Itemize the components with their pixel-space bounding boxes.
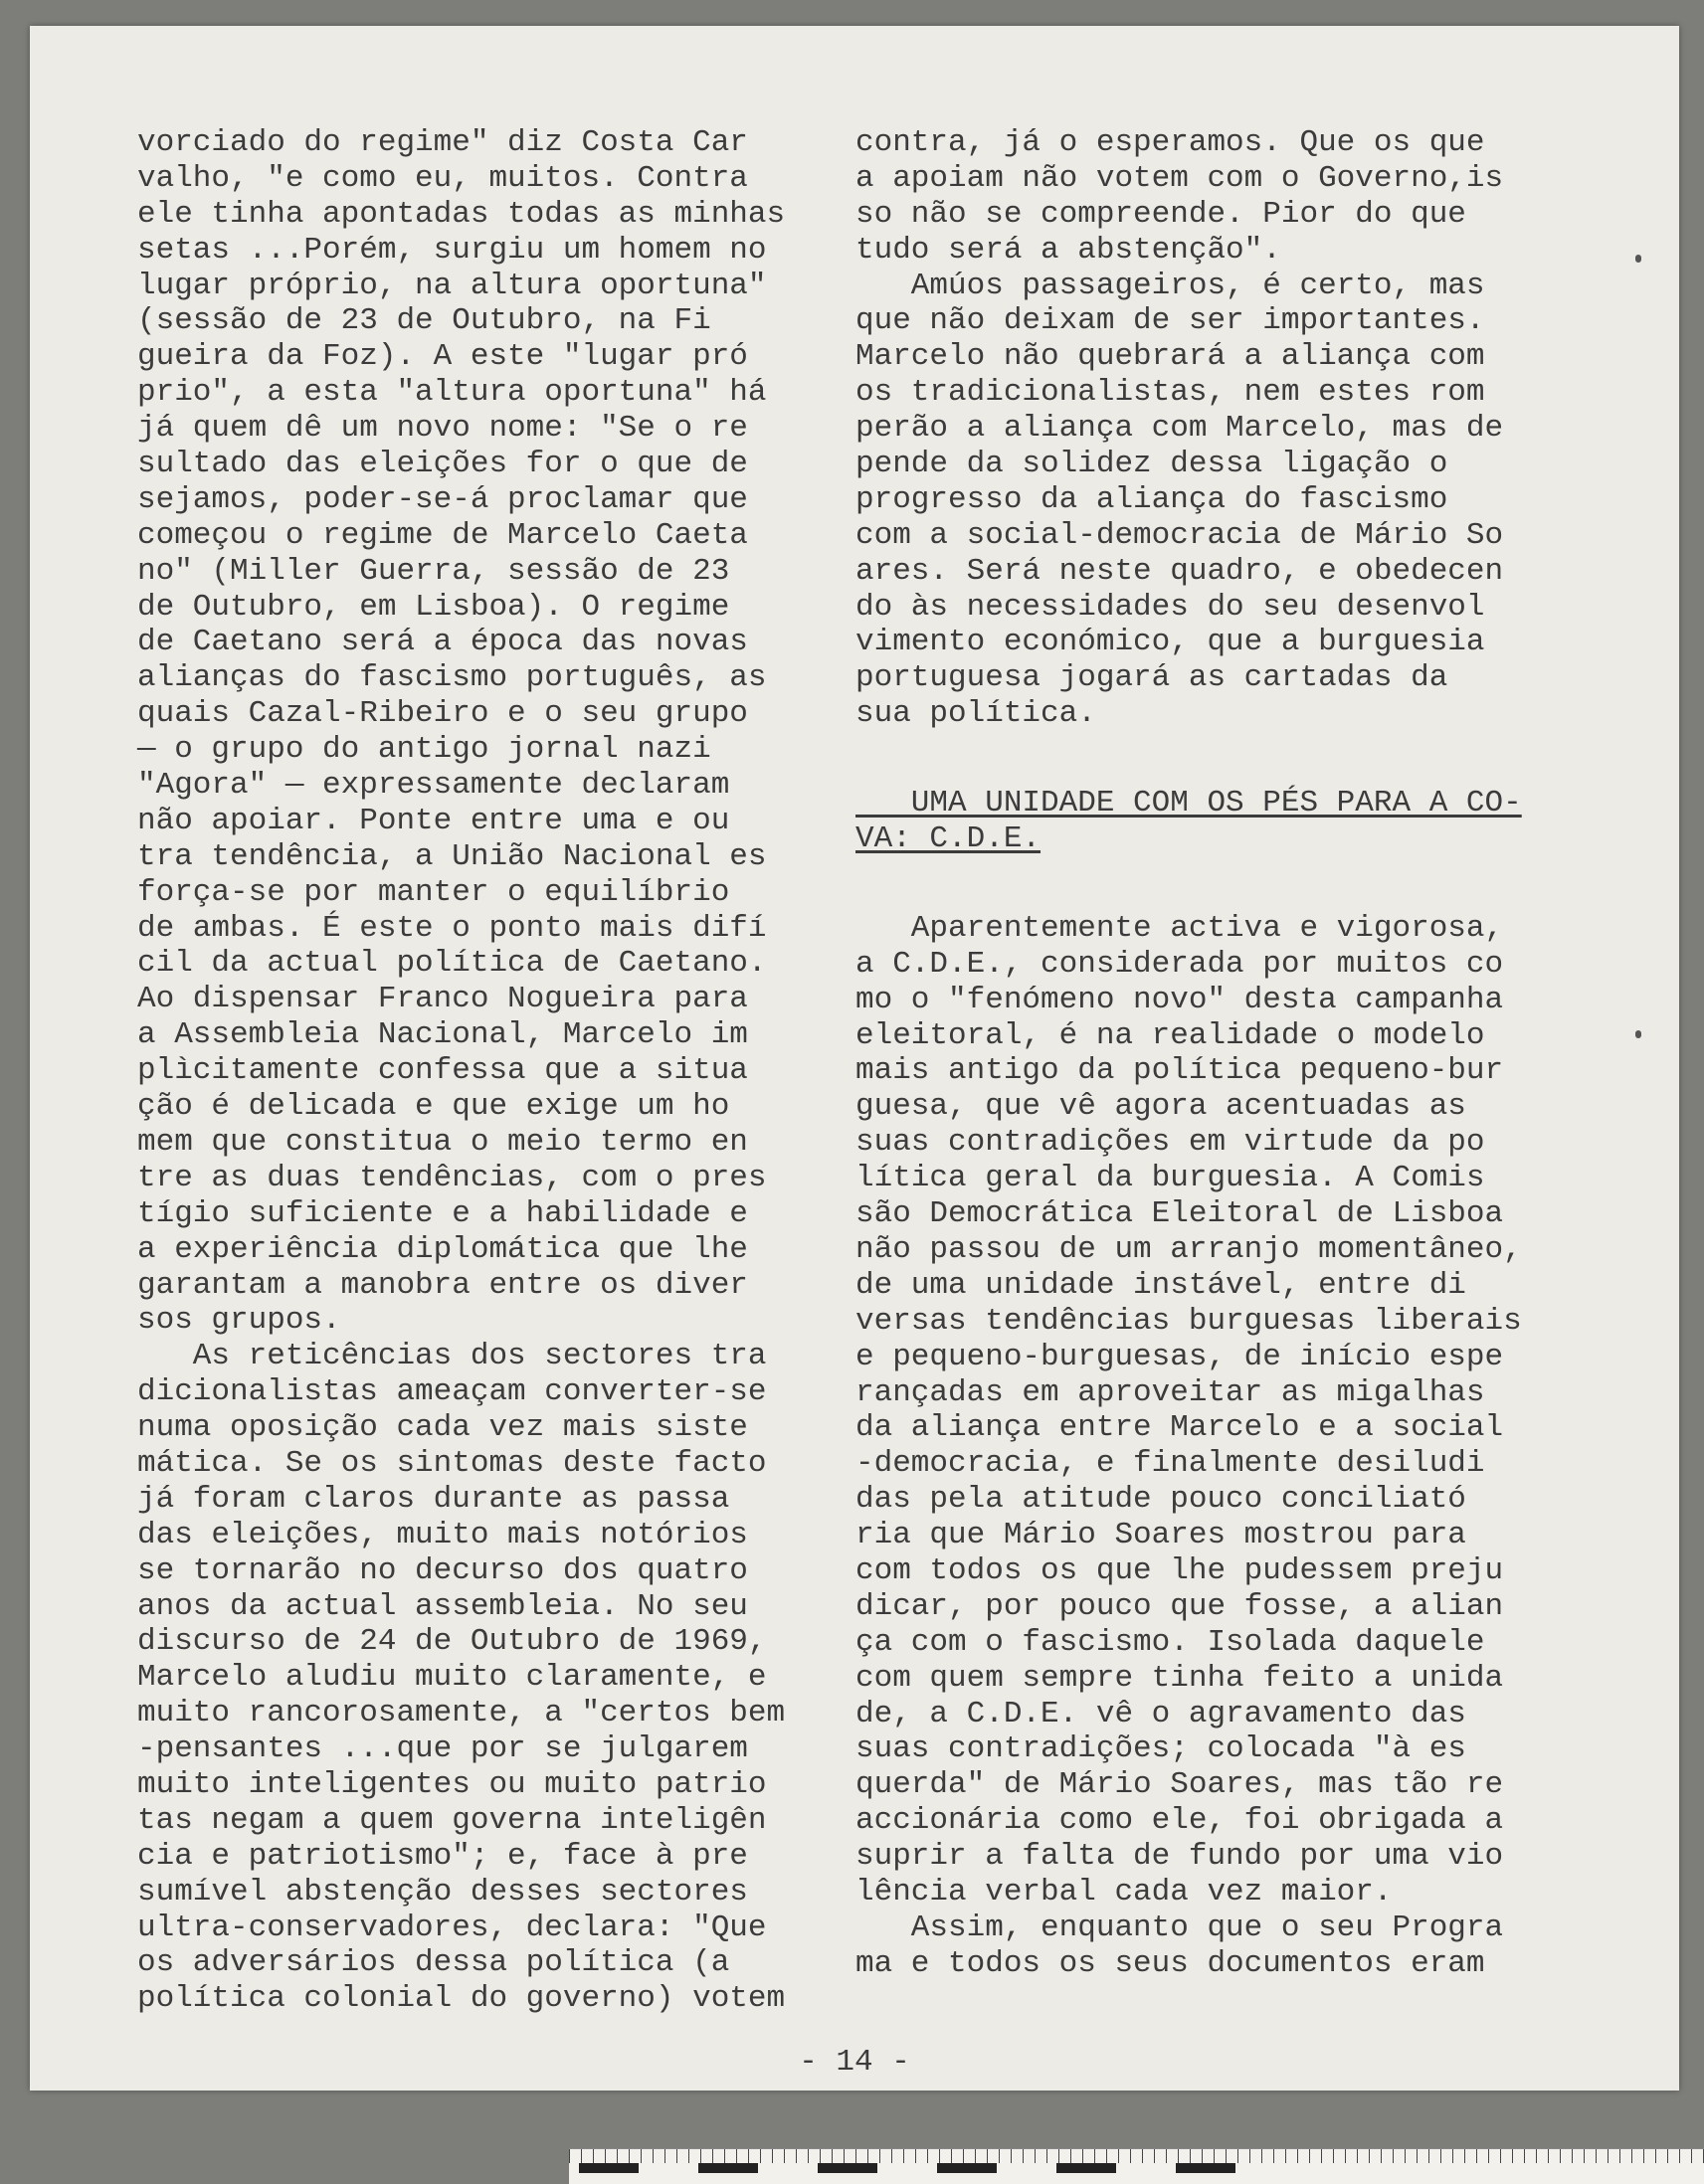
text-line: (sessão de 23 de Outubro, na Fi (137, 303, 711, 339)
text-line: numa oposição cada vez mais siste (137, 1410, 748, 1446)
text-line: valho, "e como eu, muitos. Contra (137, 160, 748, 196)
text-line: já foram claros durante as passa (137, 1481, 730, 1517)
text-line: mática. Se os sintomas deste facto (137, 1445, 767, 1481)
text-line: mo o "fenómeno novo" desta campanha (855, 982, 1504, 1017)
text-line: sos grupos. (137, 1303, 341, 1339)
text-line: contra, já o esperamos. Que os que (855, 125, 1485, 160)
text-line: lugar próprio, na altura oportuna" (137, 268, 767, 303)
right-column-top-text (855, 125, 1641, 732)
text-line: com quem sempre tinha feito a unida (855, 1660, 1504, 1696)
text-line: os adversários dessa política (a (137, 1945, 730, 1981)
text-line: Ao dispensar Franco Nogueira para (137, 982, 748, 1017)
text-line: política colonial do governo) votem (137, 1981, 786, 2017)
text-line: de ambas. É este o ponto mais difí (137, 910, 767, 946)
text-line: cia e patriotismo"; e, face à pre (137, 1838, 748, 1874)
text-line: lência verbal cada vez maior. (855, 1874, 1393, 1910)
text-line: vorciado do regime" diz Costa Car (137, 125, 748, 160)
text-line: suas contradições em virtude da po (855, 1125, 1485, 1161)
text-line: das eleições, muito mais notórios (137, 1517, 748, 1552)
text-line: com todos os que lhe pudessem preju (855, 1552, 1504, 1588)
text-line: se tornarão no decurso dos quatro (137, 1552, 748, 1588)
text-line: com a social-democracia de Mário So (855, 517, 1504, 553)
text-line: ção é delicada e que exige um ho (137, 1089, 730, 1125)
text-line: suprir a falta de fundo por uma vio (855, 1839, 1504, 1875)
margin-mark (1635, 255, 1641, 263)
text-line: — o grupo do antigo jornal nazi (137, 732, 711, 768)
text-line: no" (Miller Guerra, sessão de 23 (137, 553, 730, 589)
text-line: Assim, enquanto que o seu Progra (855, 1910, 1504, 1945)
page-number: - 14 - (799, 2045, 910, 2080)
text-line: ria que Mário Soares mostrou para (855, 1518, 1466, 1553)
text-line: são Democrática Eleitoral de Lisboa (855, 1196, 1504, 1232)
text-line: plìcitamente confessa que a situa (137, 1053, 748, 1089)
text-line: pende da solidez dessa ligação o (855, 447, 1448, 482)
text-line: "Agora" — expressamente declaram (137, 768, 730, 804)
text-line: garantam a manobra entre os diver (137, 1267, 748, 1303)
text-line: discurso de 24 de Outubro de 1969, (137, 1624, 767, 1660)
text-line: ça com o fascismo. Isolada daquele (855, 1624, 1485, 1660)
section-heading (855, 786, 1641, 857)
text-line: força-se por manter o equilíbrio (137, 874, 730, 910)
text-line: VA: C.D.E. (855, 821, 1041, 857)
text-line: ares. Será neste quadro, e obedecen (855, 553, 1504, 589)
text-line: Marcelo aludiu muito claramente, e (137, 1660, 767, 1696)
right-column-bottom-text (855, 911, 1641, 1982)
text-line: mais antigo da política pequeno-bur (855, 1053, 1504, 1089)
text-line: das pela atitude pouco conciliató (855, 1482, 1466, 1518)
text-line: vimento económico, que a burguesia (855, 625, 1485, 660)
text-line: setas ...Porém, surgiu um homem no (137, 232, 767, 268)
text-line: -pensantes ...que por se julgarem (137, 1731, 748, 1767)
text-line: quais Cazal-Ribeiro e o seu grupo (137, 696, 748, 732)
text-line: os tradicionalistas, nem estes rom (855, 375, 1485, 411)
text-line: Marcelo não quebrará a aliança com (855, 339, 1485, 375)
text-line: versas tendências burguesas liberais (855, 1303, 1522, 1339)
text-line: Aparentemente activa e vigorosa, (855, 910, 1504, 946)
margin-mark (1635, 1030, 1641, 1038)
text-line: tudo será a abstenção". (855, 232, 1281, 268)
text-line: e pequeno-burguesas, de início espe (855, 1339, 1504, 1374)
text-line: tre as duas tendências, com o pres (137, 1160, 767, 1195)
text-line: a C.D.E., considerada por muitos co (855, 946, 1504, 982)
ruler-ticks (569, 2149, 1704, 2163)
text-line: de, a C.D.E. vê o agravamento das (855, 1696, 1466, 1731)
text-line: anos da actual assembleia. No seu (137, 1588, 748, 1624)
text-line: prio", a esta "altura oportuna" há (137, 375, 767, 411)
ruler-blocks (579, 2163, 1235, 2173)
text-line: rançadas em aproveitar as migalhas (855, 1374, 1485, 1410)
text-line: portuguesa jogará as cartadas da (855, 660, 1448, 696)
text-line: muito inteligentes ou muito patrio (137, 1766, 767, 1802)
text-line: suas contradições; colocada "à es (855, 1731, 1466, 1767)
scale-ruler (569, 2148, 1704, 2184)
text-line: so não se compreende. Pior do que (855, 196, 1466, 232)
text-line: Amúos passageiros, é certo, mas (855, 268, 1485, 303)
text-line: dicionalistas ameaçam converter-se (137, 1374, 767, 1410)
text-line: cil da actual política de Caetano. (137, 946, 767, 982)
left-column (137, 125, 873, 2017)
text-line: muito rancorosamente, a "certos bem (137, 1696, 786, 1731)
text-line: mem que constitua o meio termo en (137, 1124, 748, 1160)
text-line: começou o regime de Marcelo Caeta (137, 517, 748, 553)
text-line: accionária como ele, foi obrigada a (855, 1803, 1504, 1839)
text-line: ultra-conservadores, declara: "Que (137, 1910, 767, 1945)
text-line: tas negam a quem governa inteligên (137, 1802, 767, 1838)
text-line: de Caetano será a época das novas (137, 625, 748, 660)
text-line: a Assembleia Nacional, Marcelo im (137, 1017, 748, 1053)
text-line: As reticências dos sectores tra (137, 1339, 767, 1374)
text-line: não apoiar. Ponte entre uma e ou (137, 803, 730, 838)
text-line: alianças do fascismo português, as (137, 660, 767, 696)
text-line: perão a aliança com Marcelo, mas de (855, 411, 1504, 447)
text-line: tígio suficiente e a habilidade e (137, 1195, 748, 1231)
text-line: já quem dê um novo nome: "Se o re (137, 411, 748, 447)
text-line: sumível abstenção desses sectores (137, 1874, 748, 1910)
text-line: sua política. (855, 696, 1096, 732)
text-line: eleitoral, é na realidade o modelo (855, 1017, 1485, 1053)
text-line: não passou de um arranjo momentâneo, (855, 1231, 1522, 1267)
text-line: progresso da aliança do fascismo (855, 481, 1448, 517)
text-line: que não deixam de ser importantes. (855, 303, 1485, 339)
text-line: de uma unidade instável, entre di (855, 1267, 1466, 1303)
text-line: gueira da Foz). A este "lugar pró (137, 339, 748, 375)
text-line: ele tinha apontadas todas as minhas (137, 196, 786, 232)
text-line: dicar, por pouco que fosse, a alian (855, 1588, 1504, 1624)
text-line: de Outubro, em Lisboa). O regime (137, 589, 730, 625)
right-column (855, 125, 1641, 1982)
text-line: lítica geral da burguesia. A Comis (855, 1161, 1485, 1196)
text-line: da aliança entre Marcelo e a social (855, 1410, 1504, 1446)
text-line: guesa, que vê agora acentuadas as (855, 1089, 1466, 1125)
text-line: sejamos, poder-se-á proclamar que (137, 481, 748, 517)
text-line: UMA UNIDADE COM OS PÉS PARA A CO- (855, 786, 1522, 821)
text-line: -democracia, e finalmente desiludi (855, 1446, 1485, 1482)
document-page (30, 26, 1679, 2091)
text-line: querda" de Mário Soares, mas tão re (855, 1767, 1504, 1803)
text-line: do às necessidades do seu desenvol (855, 589, 1485, 625)
text-line: sultado das eleições for o que de (137, 447, 748, 482)
text-line: a apoiam não votem com o Governo,is (855, 160, 1504, 196)
text-line: ma e todos os seus documentos eram (855, 1945, 1485, 1981)
text-line: a experiência diplomática que lhe (137, 1231, 748, 1267)
text-line: tra tendência, a União Nacional es (137, 838, 767, 874)
